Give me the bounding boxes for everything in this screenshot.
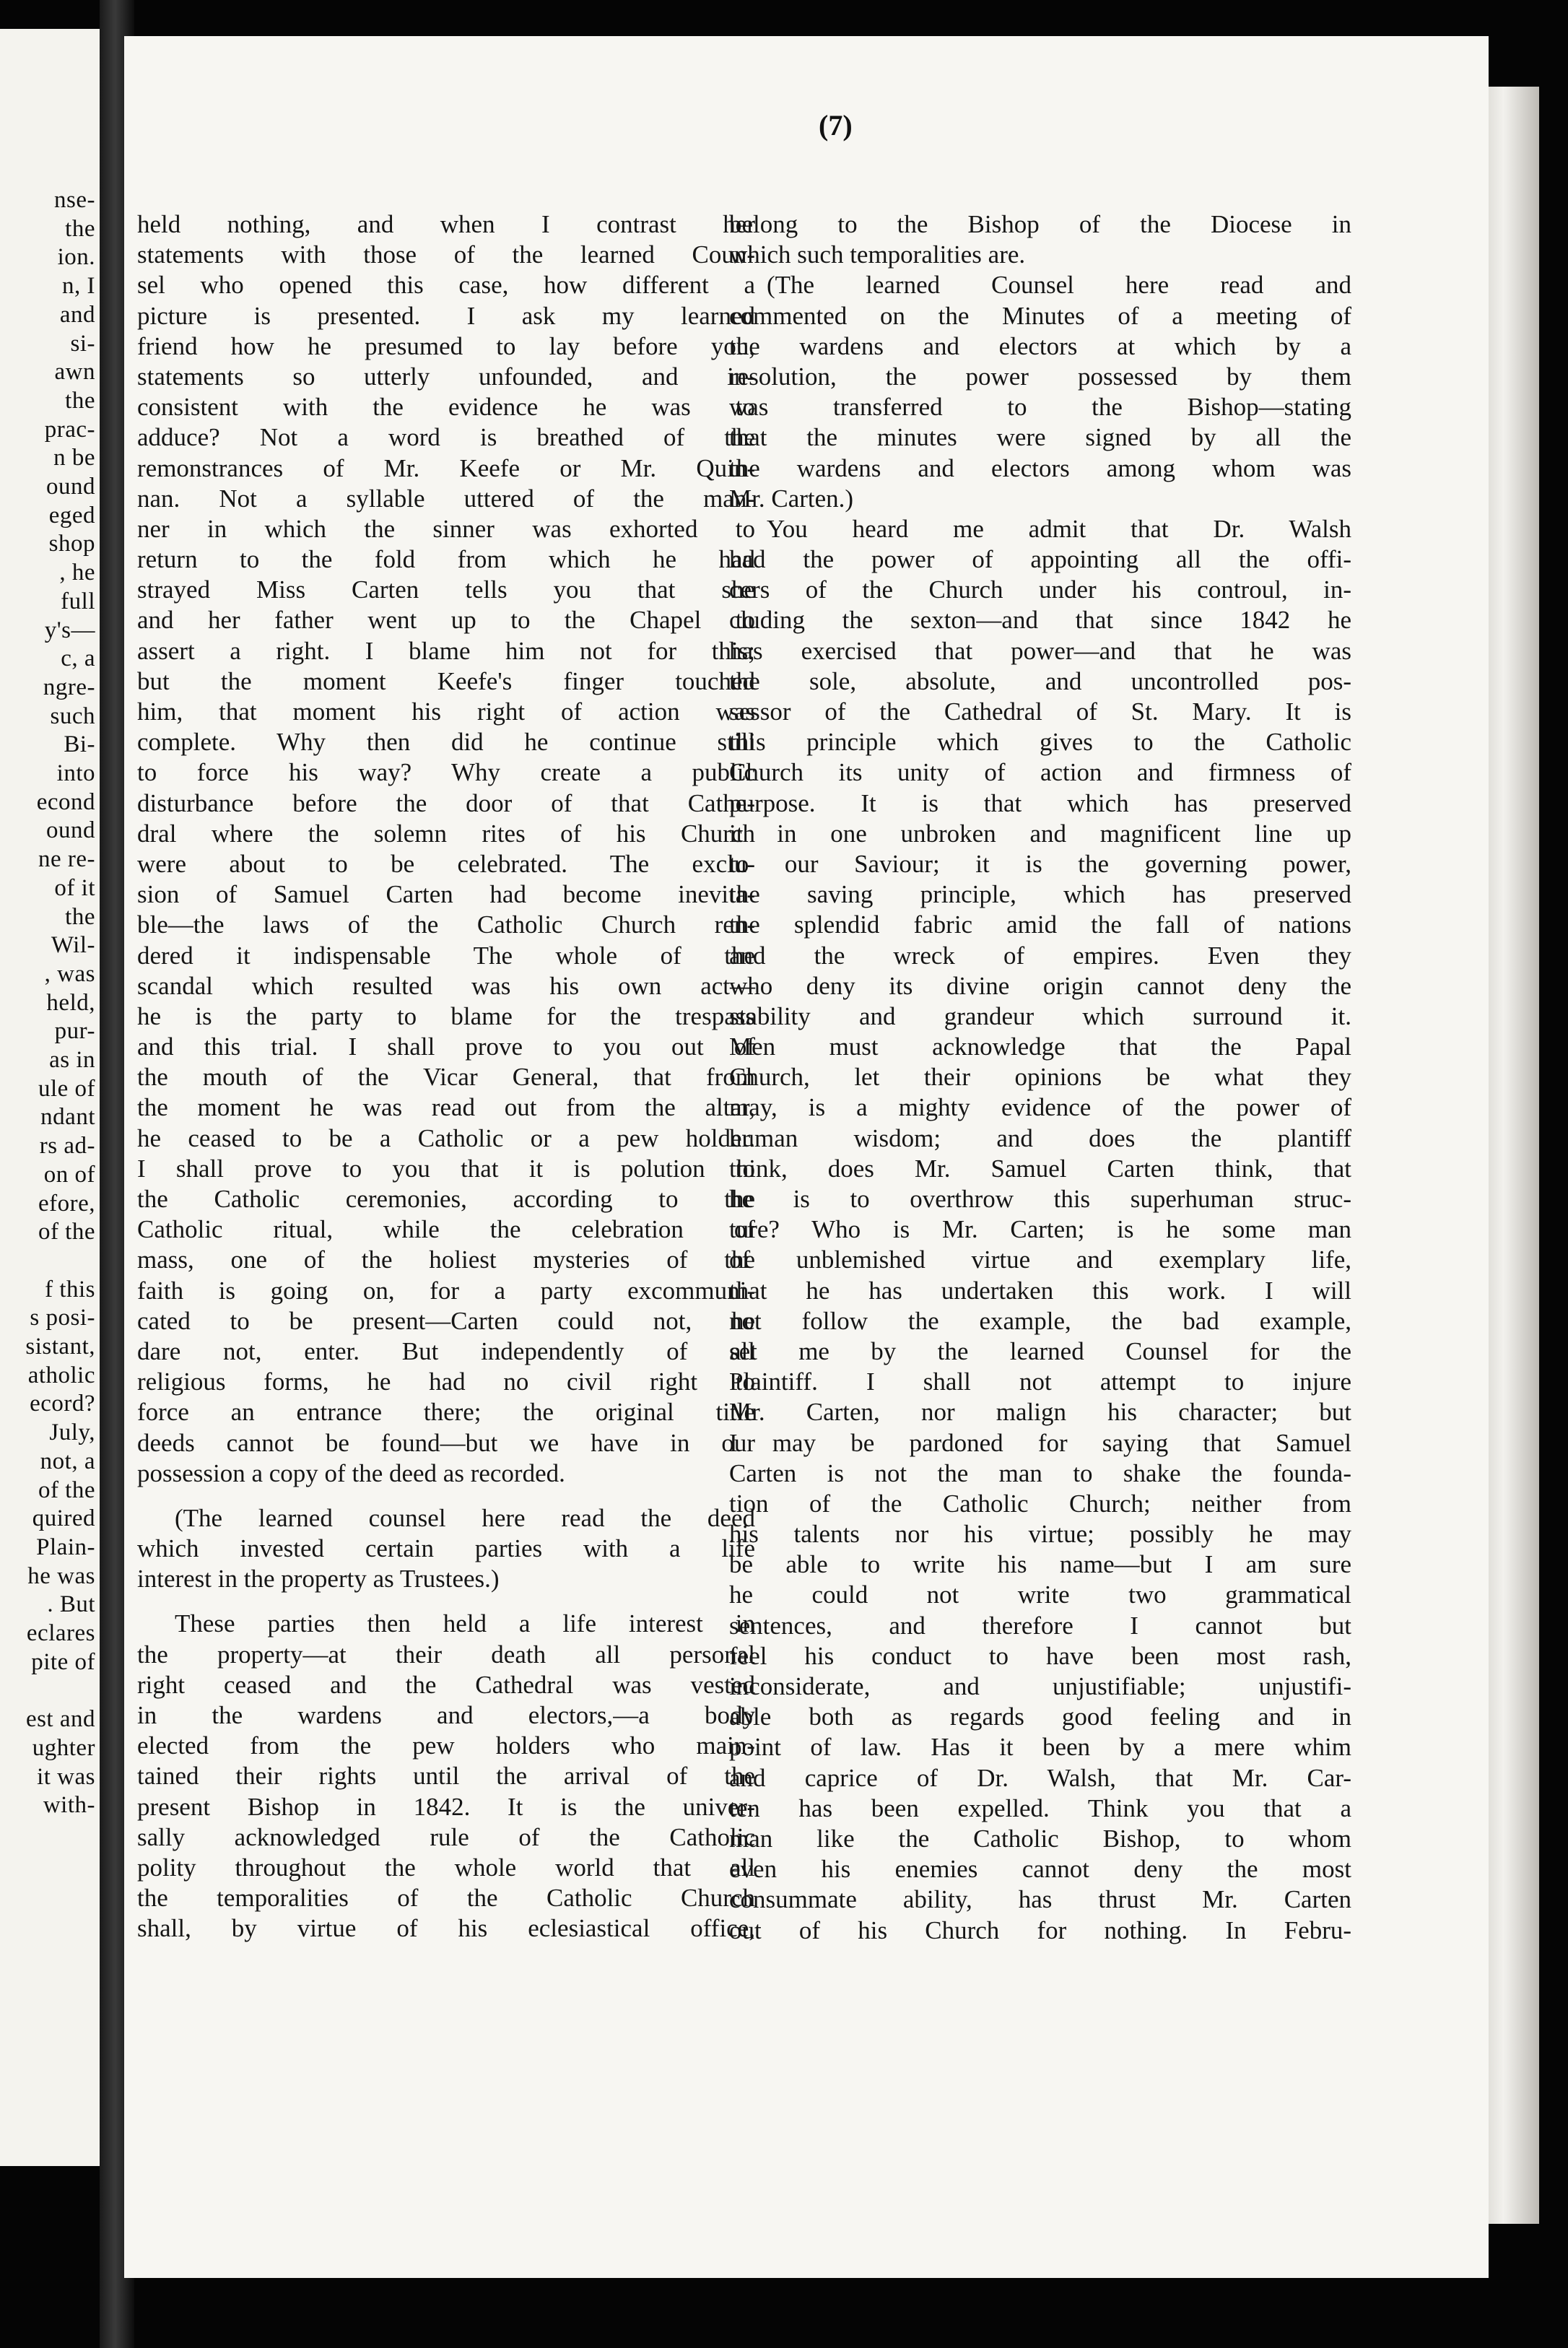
facing-page-line: of it [54,874,95,901]
facing-page-line: Wil- [51,932,95,959]
text-line: religious forms, he had no civil right to [137,1368,755,1396]
text-line: had the power of appointing all the offi- [729,545,1351,574]
text-line: You heard me admit that Dr. Walsh [767,514,1351,543]
text-line: Church, let their opinions be what they [729,1063,1351,1092]
text-line: possession a copy of the deed as recorded. [137,1458,565,1487]
text-line: return to the fold from which he had [137,545,755,574]
facing-page-line: nse- [54,187,95,213]
text-line: tion of the Catholic Church; neither from [729,1489,1351,1518]
text-line: cluding the sexton—and that since 1842 he [729,606,1351,635]
text-line: cers of the Church under his controul, in- [729,575,1351,604]
text-line: present Bishop in 1842. It is the univer- [137,1792,755,1821]
text-line: ble—the laws of the Catholic Church ren- [137,910,755,939]
text-line: think, does Mr. Samuel Carten think, that [729,1154,1351,1183]
text-line: that the minutes were signed by all the [729,423,1351,452]
text-line: his talents nor his virtue; possibly he may [729,1520,1351,1549]
text-line: dare not, enter. But independently of all [137,1336,755,1365]
facing-page-line: full [61,588,95,614]
text-line: shall, by virtue of his eclesiastical office, [137,1914,755,1943]
text-line: human wisdom; and does the plantiff [729,1123,1351,1152]
document-page [124,36,1489,2278]
facing-page-line: shop [48,531,95,557]
text-line: Church its unity of action and firmness of [729,758,1351,787]
text-line: it in one unbroken and magnificent line up [729,819,1351,848]
text-line: sessor of the Cathedral of St. Mary. It is [729,697,1351,726]
text-line: that he has undertaken this work. I will [729,1276,1351,1305]
text-line: Mr. Carten, nor malign his character; but [729,1398,1351,1427]
text-line: ture? Who is Mr. Carten; is he some man [729,1215,1351,1244]
text-line: set me by the learned Counsel for the [729,1336,1351,1365]
facing-page-line: pur- [54,1018,95,1045]
facing-page-line: ndant [40,1104,95,1131]
text-line: the sole, absolute, and uncontrolled pos- [729,666,1351,695]
facing-page-line: the [65,903,95,930]
facing-page-line: awn [54,359,95,386]
text-line: was transferred to the Bishop—stating [729,393,1351,422]
text-line: sion of Samuel Carten had become inevita- [137,880,755,909]
text-line: out of his Church for nothing. In Febru- [729,1916,1351,1944]
text-line: able both as regards good feeling and in [729,1703,1351,1731]
facing-page-line: with- [43,1792,95,1819]
text-line: right ceased and the Cathedral was vested [137,1670,755,1699]
facing-page-line: quired [32,1505,95,1532]
facing-page-line: pite of [31,1648,95,1675]
text-line: sally acknowledged rule of the Catholic [137,1822,755,1851]
text-line: which such temporalities are. [729,240,1026,269]
facing-page-line: s posi- [30,1305,95,1331]
text-line: Mr. Carten.) [729,484,854,513]
facing-page-line: held, [46,989,95,1016]
text-line: stability and grandeur which surround it. [729,1001,1351,1030]
text-line: consistent with the evidence he was to [137,393,755,422]
facing-page-line: such [50,703,95,729]
facing-page-line: y's— [44,617,95,643]
facing-page-line: ne re- [38,846,95,873]
facing-page-line: prac- [44,416,95,443]
text-line: the temporalities of the Catholic Church [137,1884,755,1913]
text-line: friend how he presumed to lay before you, [137,331,755,360]
text-line: even his enemies cannot deny the most [729,1855,1351,1884]
text-line: and the wreck of empires. Even they [729,941,1351,970]
text-line: ten has been expelled. Think you that a [729,1793,1351,1822]
text-line: remonstrances of Mr. Keefe or Mr. Quin- [137,453,755,482]
text-line: and this trial. I shall prove to you out of [137,1032,755,1061]
text-line: who deny its divine origin cannot deny the [729,971,1351,1000]
text-line: polity throughout the whole world that all [137,1853,755,1882]
facing-page-line: c, a [61,645,95,672]
facing-page-line: the [65,387,95,414]
text-line: mass, one of the holiest mysteries of the [137,1245,755,1274]
text-line: Carten is not the man to shake the founda- [729,1458,1351,1487]
text-line: elected from the pew holders who main- [137,1731,755,1760]
text-line: interest in the property as Trustees.) [137,1565,500,1593]
text-line: sentences, and therefore I cannot but [729,1611,1351,1640]
text-line: consummate ability, has thrust Mr. Carten [729,1885,1351,1914]
text-line: adduce? Not a word is breathed of the [137,423,755,452]
facing-page-line: ecord? [30,1391,95,1417]
text-line: resolution, the power possessed by them [729,362,1351,391]
facing-page-line: econd [36,788,95,815]
text-line: (The learned counsel here read the deed [175,1503,755,1532]
text-line: may, is a mighty evidence of the power of [729,1093,1351,1122]
facing-page-line: of the [38,1477,95,1503]
text-line: cated to be present—Carten could not, he [137,1306,755,1335]
text-line: the mouth of the Vicar General, that from [137,1063,755,1092]
text-line: inconsiderate, and unjustifiable; unjustifi- [729,1672,1351,1700]
text-line: deeds cannot be found—but we have in our [137,1428,755,1457]
facing-page-line: and [59,301,95,328]
facing-page-line: he was [27,1562,95,1589]
facing-page-line: atholic [27,1362,95,1388]
text-line: I may be pardoned for saying that Samuel [729,1428,1351,1457]
text-line: I shall prove to you that it is polution to [137,1154,755,1183]
text-line: held nothing, and when I contrast her [137,210,755,238]
page-edges [1480,87,1539,2224]
paragraph-gap [137,1489,755,1503]
facing-page-line: ion. [57,244,95,271]
text-line: commented on the Minutes of a meeting of [729,301,1351,330]
page-number: (7) [819,109,853,142]
facing-page-line: . But [47,1591,95,1618]
text-line: These parties then held a life interest in [175,1609,755,1638]
text-line: not follow the example, the bad example, [729,1306,1351,1335]
facing-page-line: , was [44,960,95,987]
facing-page-line: sistant, [25,1334,95,1360]
text-line: were about to be celebrated. The exclu- [137,849,755,878]
text-line: point of law. Has it been by a mere whim [729,1733,1351,1762]
facing-page-line: ughter [32,1734,95,1761]
facing-page-line: ound [46,817,95,844]
text-line: sel who opened this case, how different a [137,271,755,300]
text-line: he could not write two grammatical [729,1580,1351,1609]
facing-page-line: si- [70,330,95,357]
text-line: statements with those of the learned Coun- [137,240,755,269]
text-line: the saving principle, which has preserved [729,880,1351,909]
text-line: and her father went up to the Chapel to [137,606,755,635]
facing-page-line: est and [25,1706,95,1733]
facing-page-line: July, [49,1419,95,1446]
facing-page-line: n, I [62,273,95,300]
text-line: Catholic ritual, while the celebration of [137,1215,755,1244]
text-line: the moment he was read out from the altar, [137,1093,755,1122]
text-line: the property—at their death all personal [137,1640,755,1669]
text-line: the Catholic ceremonies, according to the [137,1185,755,1213]
text-line: (The learned Counsel here read and [767,271,1351,300]
text-line: which invested certain parties with a life [137,1534,755,1563]
text-line: tained their rights until the arrival of the [137,1762,755,1791]
facing-page-line: ound [46,474,95,500]
text-line: nan. Not a syllable uttered of the man- [137,484,755,513]
facing-page-line: eclares [26,1620,95,1646]
text-line: dral where the solemn rites of his Church [137,819,755,848]
facing-page-line: , he [59,560,95,586]
facing-page-line: f this [45,1276,95,1303]
text-line: be able to write his name—but I am sure [729,1550,1351,1579]
text-line: complete. Why then did he continue still [137,728,755,757]
text-line: disturbance before the door of that Cathe- [137,788,755,817]
text-line: has exercised that power—and that he was [729,636,1351,665]
text-line: the splendid fabric amid the fall of nations [729,910,1351,939]
facing-page-line: as in [49,1047,95,1073]
text-line: assert a right. I blame him not for this; [137,636,755,665]
text-line: to our Saviour; it is the governing power, [729,849,1351,878]
text-line: he ceased to be a Catholic or a pew holder. [137,1123,755,1152]
text-line: statements so utterly unfounded, and in- [137,362,755,391]
text-line: him, that moment his right of action was [137,697,755,726]
text-line: the wardens and electors at which by a [729,331,1351,360]
text-line: picture is presented. I ask my learned [137,301,755,330]
text-line: of unblemished virtue and exemplary life, [729,1245,1351,1274]
facing-page-line: of the [38,1219,95,1245]
facing-page-line: ule of [38,1075,95,1102]
text-line: this principle which gives to the Catholic [729,728,1351,757]
text-column-right [729,209,1351,1946]
facing-page-line: into [56,760,95,786]
facing-page-line: on of [43,1161,95,1188]
facing-page-line: ngre- [43,674,95,700]
text-line: the wardens and electors among whom was [729,453,1351,482]
paragraph-gap [137,1594,755,1609]
facing-page-line: not, a [40,1448,95,1474]
facing-page-line: eged [48,502,95,529]
facing-page-line: efore, [38,1190,95,1217]
facing-page-line: it was [37,1763,95,1790]
text-column-left [137,209,755,1944]
text-line: he is to overthrow this superhuman struc- [729,1185,1351,1213]
facing-page-line: rs ad- [39,1133,95,1160]
text-line: to force his way? Why create a public [137,758,755,787]
facing-page-line: Plain- [36,1534,95,1560]
text-line: ner in which the sinner was exhorted to [137,514,755,543]
text-line: Men must acknowledge that the Papal [729,1032,1351,1061]
facing-page-line: n be [53,445,95,471]
facing-page-line: Bi- [64,731,95,758]
text-line: faith is going on, for a party excommuni- [137,1276,755,1305]
facing-page-line: the [65,215,95,242]
text-line: in the wardens and electors,—a body [137,1701,755,1729]
text-line: man like the Catholic Bishop, to whom [729,1824,1351,1853]
text-line: force an entrance there; the original title [137,1398,755,1427]
text-line: belong to the Bishop of the Diocese in [729,210,1351,238]
text-line: he is the party to blame for the trespass [137,1001,755,1030]
text-line: feel his conduct to have been most rash, [729,1641,1351,1670]
text-line: purpose. It is that which has preserved [729,788,1351,817]
text-line: scandal which resulted was his own act— [137,971,755,1000]
text-line: Plaintiff. I shall not attempt to injure [729,1368,1351,1396]
text-line: and caprice of Dr. Walsh, that Mr. Car- [729,1763,1351,1792]
text-line: strayed Miss Carten tells you that she [137,575,755,604]
text-line: but the moment Keefe's finger touched [137,666,755,695]
facing-page-fragment [0,29,104,2166]
text-line: dered it indispensable The whole of the [137,941,755,970]
